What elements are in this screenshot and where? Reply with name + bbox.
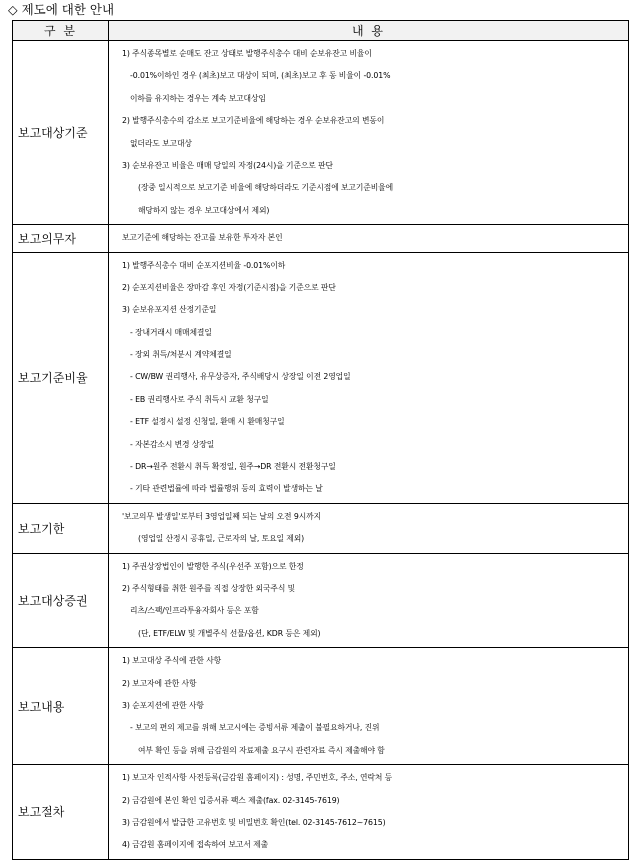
content-line: - ETF 설정시 설정 신청일, 환매 시 환매청구일 [130,417,285,427]
row-content [109,252,629,503]
content-line: 해당하지 않는 경우 보고대상에서 제외) [138,205,270,215]
row-content [109,41,629,225]
content-line: - 장외 취득/처분시 계약체결일 [130,350,232,360]
content-line: 4) 금감원 홈페이지에 접속하여 보고서 제출 [122,840,269,850]
guide-table [12,20,629,860]
content-line: 이하를 유지하는 경우는 계속 보고대상임 [130,93,266,103]
row-content [109,765,629,860]
content-line: 3) 순보유포지션 산정기준일 [122,305,217,315]
table-header-row [13,21,629,41]
content-line: 여부 확인 등을 위해 금감원의 자료제출 요구시 관련자료 즉시 제출해야 함 [138,745,385,755]
content-line: 2) 보고자에 관한 사항 [122,678,197,688]
row-content [109,225,629,252]
content-line: (장중 일시적으로 보고기준 비율에 해당하더라도 기준시점에 보고기준비율에 [138,183,394,193]
row-content [109,648,629,765]
content-line: 1) 주권상장법인이 발행한 주식(우선주 포함)으로 한정 [122,561,304,571]
row-category: 보고기준비율 [13,252,109,503]
header-content: 내 용 [109,21,629,41]
content-line: 1) 보고대상 주식에 관한 사항 [122,656,222,666]
content-line: - DR→원주 전환시 취득 확정일, 원주→DR 전환시 전환청구일 [130,462,336,472]
content-line: - CW/BW 권리행사, 유무상증자, 주식배당시 상장일 이전 2영업일 [130,372,351,382]
row-category: 보고대상기준 [13,41,109,225]
content-line: 2) 순포지션비율은 장마감 후인 자정(기준시점)을 기준으로 판단 [122,282,336,292]
table-row [13,503,629,553]
table-row [13,225,629,252]
content-line: 3) 금감원에서 발급한 고유번호 및 비밀번호 확인(tel. 02-3145-7612~7615) [122,817,386,827]
content-line: - 장내거래시 매매체결일 [130,327,212,337]
content-line: 3) 순포지션에 관한 사항 [122,700,204,710]
content-line: 1) 주식종목별로 순매도 잔고 상태로 발행주식총수 대비 순보유잔고 비율이 [122,49,372,58]
section-title: ◇ 제도에 대한 안내 [8,2,115,17]
table-row [13,252,629,503]
content-line: 3) 순보유잔고 비율은 매매 당일의 자정(24시)을 기준으로 판단 [122,160,333,170]
content-line: 1) 보고자 인적사항 사전등록(금감원 홈페이지) : 성명, 주민번호, 주소, 연락처 등 [122,773,393,783]
content-line: 2) 발행주식총수의 감소로 보고기준비율에 해당하는 경우 순보유잔고의 변동이 [122,116,385,126]
row-content [109,503,629,553]
content-line: (영업일 산정시 공휴일, 근로자의 날, 토요일 제외) [138,534,305,544]
header-category: 구 분 [13,21,109,41]
content-line: '보고의무 발생일'로부터 3영업일째 되는 날의 오전 9시까지 [122,511,322,521]
table-row [13,41,629,225]
content-line: 리츠/스팩/인프라투융자회사 등은 포함 [130,606,259,616]
content-line: 2) 금감원에 본인 확인 입증서류 팩스 제출(fax. 02-3145-7619) [122,795,340,805]
table-row [13,648,629,765]
row-category: 보고의무자 [13,225,109,252]
content-line: (단, ETF/ELW 및 개별주식 선물/옵션, KDR 등은 제외) [138,628,321,638]
row-category: 보고절차 [13,765,109,860]
row-category: 보고기한 [13,503,109,553]
row-category: 보고내용 [13,648,109,765]
content-line: 2) 주식형태를 취한 원주를 직접 상장한 외국주식 및 [122,583,296,593]
table-row [13,553,629,648]
table-row [13,765,629,860]
content-line: 1) 발행주식총수 대비 순포지션비율 -0.01%이하 [122,260,286,270]
content-line: - 기타 관련법률에 따라 법률행위 등의 효력이 발생하는 날 [130,484,323,494]
content-line: - 보고의 편의 제고를 위해 보고시에는 증빙서류 제출이 불필요하거나, 진위 [130,723,380,733]
row-content [109,553,629,648]
content-line: - 자본감소시 변경 상장일 [130,439,215,449]
content-line: -0.01%이하인 경우 (최초)보고 대상이 되며, (최초)보고 후 동 비율이 -0.01% [130,71,391,81]
content-line: 보고기준에 해당하는 잔고를 보유한 투자자 본인 [122,233,283,243]
row-category: 보고대상증권 [13,553,109,648]
content-line: - EB 권리행사로 주식 취득시 교환 청구일 [130,394,269,404]
content-line: 없더라도 보고대상 [130,138,192,148]
